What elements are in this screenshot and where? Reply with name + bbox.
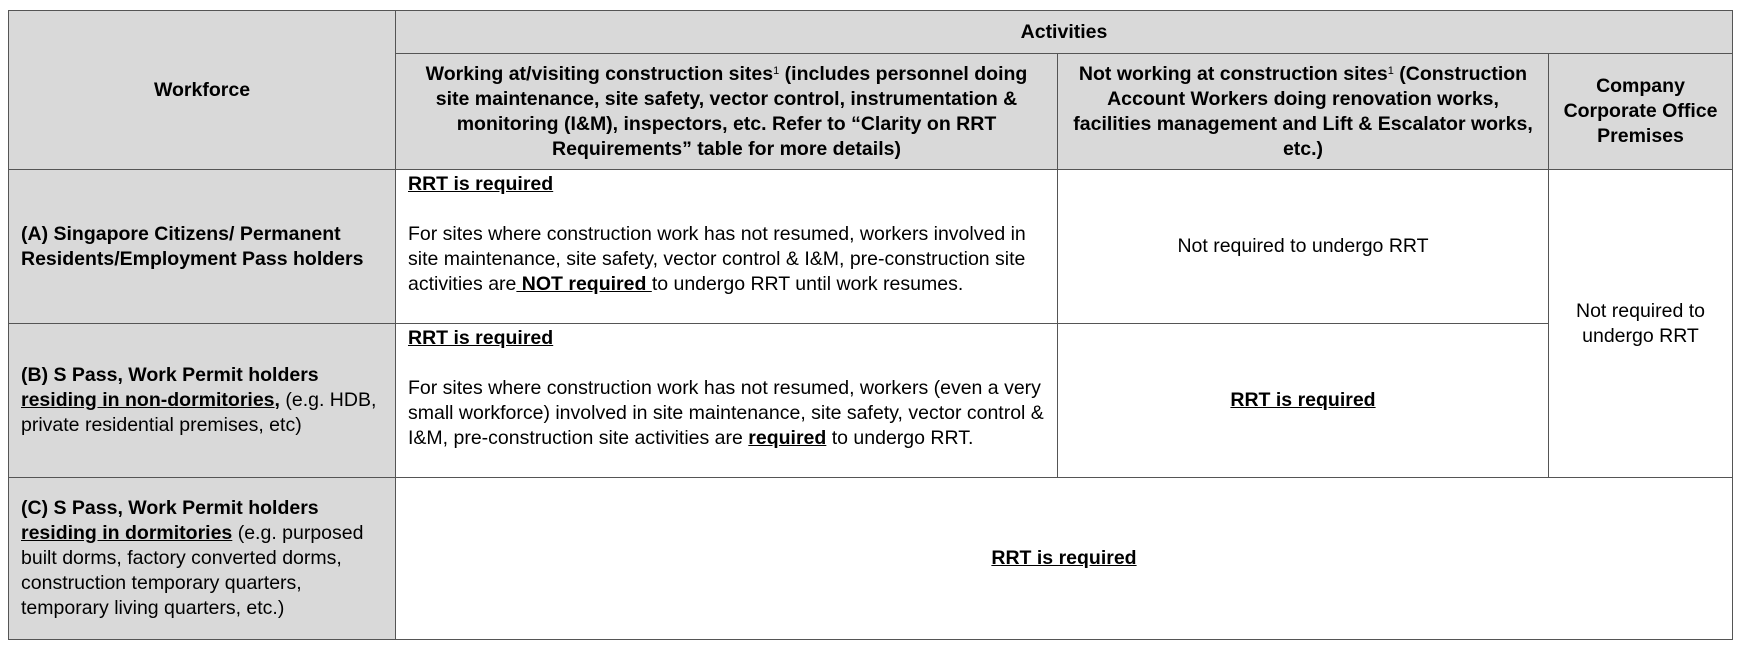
row-b-description: For sites where construction work has not resumed, workers (even a very small workforce) involved in site maintenance, site safety, vector control & I&M, pre-construction site activities are required to undergo RRT. xyxy=(408,377,1044,449)
row-b-construction-cell xyxy=(396,324,1058,478)
row-c-label: (C) S Pass, Work Permit holders residing in dormitories (e.g. purposed built dorms, factory converted dorms, construction temporary quarters, temporary living quarters, etc.) xyxy=(9,478,396,640)
row-b-not-construction-cell: RRT is required xyxy=(1058,324,1549,478)
row-a-label: (A) Singapore Citizens/ Permanent Residents/Employment Pass holders xyxy=(9,170,396,324)
row-a-rrt-required: RRT is required xyxy=(408,173,554,195)
row-b-label: (B) S Pass, Work Permit holders residing in non-dormitories, (e.g. HDB, private residential premises, etc) xyxy=(9,324,396,478)
row-b-rrt-required: RRT is required xyxy=(408,327,554,349)
header-workforce: Workforce xyxy=(9,11,396,170)
header-corporate-office: Company Corporate Office Premises xyxy=(1549,54,1733,170)
row-a-construction-cell xyxy=(396,170,1058,324)
header-not-construction-sites: Not working at construction sites$^1$ (Construction Account Workers doing renovation works, facilities management and Lift & Escalator works, etc.) xyxy=(1058,54,1549,170)
row-a-not-construction-cell: Not required to undergo RRT xyxy=(1058,170,1549,324)
rrt-requirements-table xyxy=(8,10,1733,640)
row-a-description: For sites where construction work has not resumed, workers involved in site maintenance, site safety, vector control & I&M, pre-construction site activities are NOT required to undergo RRT until work resumes. xyxy=(408,223,1026,295)
header-activities: Activities xyxy=(396,11,1733,54)
rows-ab-office-cell: Not required to undergo RRT xyxy=(1549,170,1733,478)
header-construction-sites: Working at/visiting construction sites$^1$ (includes personnel doing site maintenance, site safety, vector control, instrumentation & monitoring (I&M), inspectors, etc. Refer to “Clarity on RRT Requirements” table for more details) xyxy=(396,54,1058,170)
row-c-merged-cell: RRT is required xyxy=(396,478,1733,640)
